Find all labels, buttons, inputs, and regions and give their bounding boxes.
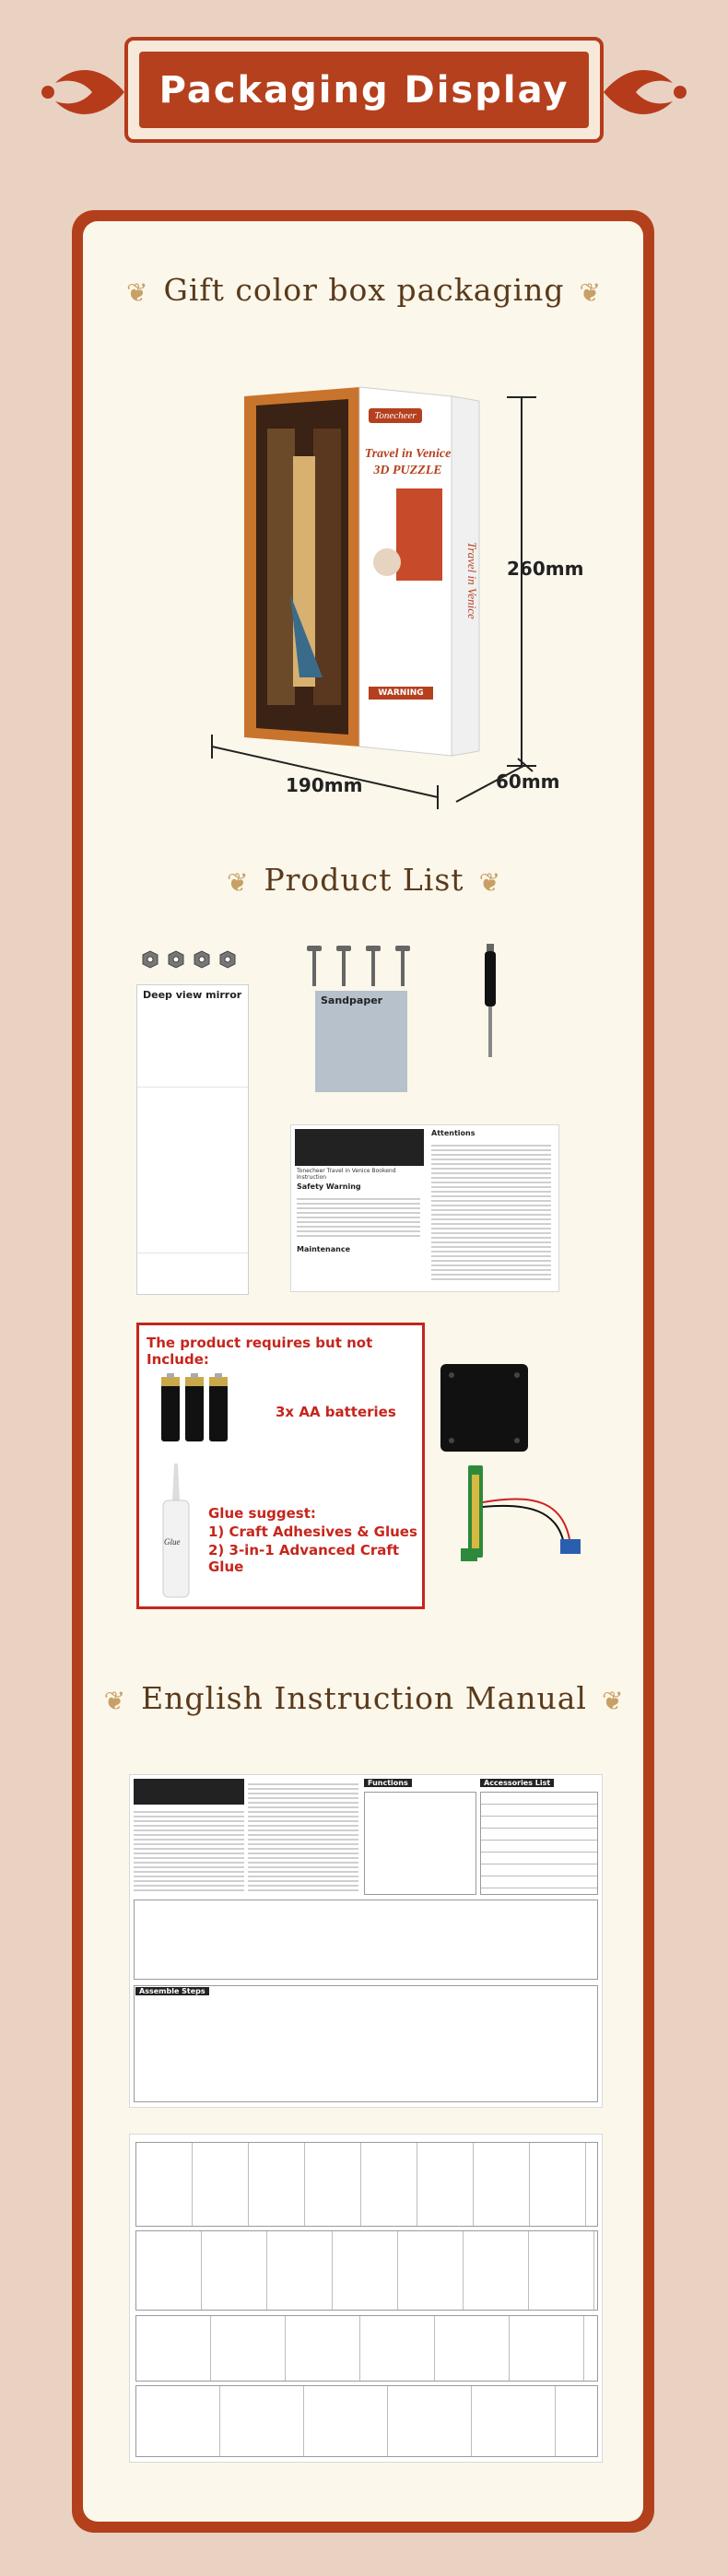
- section-title-product-list: [0, 862, 728, 898]
- aa-batteries-image: [159, 1371, 233, 1445]
- manual-assemble-label: Assemble Steps: [135, 1987, 209, 1995]
- mirror-label: Deep view mirror: [143, 989, 242, 1001]
- manual-step-row: [135, 2142, 598, 2227]
- glue-option-2: 2) 3-in-1 Advanced Craft Glue: [208, 1542, 400, 1575]
- manual-step-row: [135, 2230, 598, 2311]
- ornament-left-icon: ❦: [226, 866, 250, 898]
- sheet-text-block: [297, 1195, 420, 1240]
- screws-image: [299, 942, 429, 997]
- box-side-text: Travel in Venice: [465, 542, 479, 619]
- mirror-fold-line: [137, 1087, 248, 1088]
- manual-text-block: [134, 1808, 244, 1891]
- glue-heading: Glue suggest:: [208, 1505, 316, 1522]
- ornament-left-icon: ❦: [103, 1685, 127, 1716]
- glue-bottle-label: Glue: [164, 1537, 181, 1547]
- requires-box: [136, 1323, 425, 1609]
- manual-page-2-image: [129, 2134, 603, 2463]
- sheet-attentions-heading: Attentions: [431, 1129, 476, 1137]
- manual-step-row: [135, 2315, 598, 2382]
- header-banner: [37, 28, 691, 157]
- sheet-black-header: [295, 1129, 424, 1166]
- manual-accessories-label: Accessories List: [480, 1779, 554, 1787]
- banner-plate: [139, 52, 589, 128]
- banner-frame: [124, 37, 604, 143]
- instruction-sheet-image: [290, 1124, 559, 1292]
- sheet-text-block: [431, 1142, 551, 1280]
- page-title: Packaging Display: [159, 68, 569, 112]
- manual-functions-diagram: [364, 1792, 476, 1895]
- box-front-image: [396, 488, 442, 581]
- height-tick-top: [507, 396, 536, 398]
- manual-assemble-steps: [134, 1985, 598, 2102]
- section-title-gift-box: [0, 272, 728, 308]
- glue-bottle-image: [158, 1464, 194, 1602]
- manual-functions-label: Functions: [364, 1779, 412, 1787]
- batteries-label: 3x AA batteries: [276, 1404, 396, 1420]
- requires-heading: The product requires but not Include:: [147, 1335, 373, 1368]
- manual-accessories-table: [480, 1792, 598, 1895]
- section-title-manual: [0, 1680, 728, 1716]
- box-brand-label: Tonecheer: [369, 408, 422, 423]
- sheet-brand-line: Tonecheer Travel in Venice Bookend Instruction: [297, 1168, 396, 1181]
- ornament-right-icon: ❦: [601, 1685, 625, 1716]
- manual-black-header: [134, 1779, 244, 1805]
- glue-option-1: 1) Craft Adhesives & Glues: [208, 1523, 417, 1540]
- depth-label: 60mm: [496, 770, 560, 793]
- section-title-text: Gift color box packaging: [163, 272, 565, 308]
- height-label: 260mm: [507, 558, 584, 580]
- box-front-swan: [373, 548, 401, 576]
- sandpaper-image: [315, 991, 407, 1092]
- screwdriver-icon: [477, 942, 505, 1062]
- deep-view-mirror-image: [136, 984, 249, 1295]
- ornament-right-icon: ❦: [478, 866, 502, 898]
- box-name-line2: 3D PUZZLE: [373, 464, 442, 477]
- manual-page-1-image: [129, 1774, 603, 2108]
- sheet-safety-heading: Safety Warning: [297, 1182, 361, 1191]
- manual-parts-sheets: [134, 1900, 598, 1980]
- box-name-line1: Travel in Venice: [364, 447, 452, 461]
- section-title-text: Product List: [264, 862, 464, 898]
- sheet-maintenance-heading: Maintenance: [297, 1245, 351, 1253]
- sandpaper-label: Sandpaper: [321, 994, 383, 1006]
- box-warning-label: WARNING: [369, 687, 433, 700]
- manual-step-row: [135, 2385, 598, 2457]
- section-title-text: English Instruction Manual: [141, 1680, 587, 1716]
- height-dimension-line: [521, 396, 523, 765]
- ornament-right-icon: ❦: [579, 276, 602, 308]
- nuts-image: [134, 947, 253, 975]
- manual-text-block: [248, 1781, 358, 1891]
- width-label: 190mm: [286, 774, 363, 796]
- battery-box-led-image: [433, 1355, 608, 1585]
- ornament-left-icon: ❦: [126, 276, 149, 308]
